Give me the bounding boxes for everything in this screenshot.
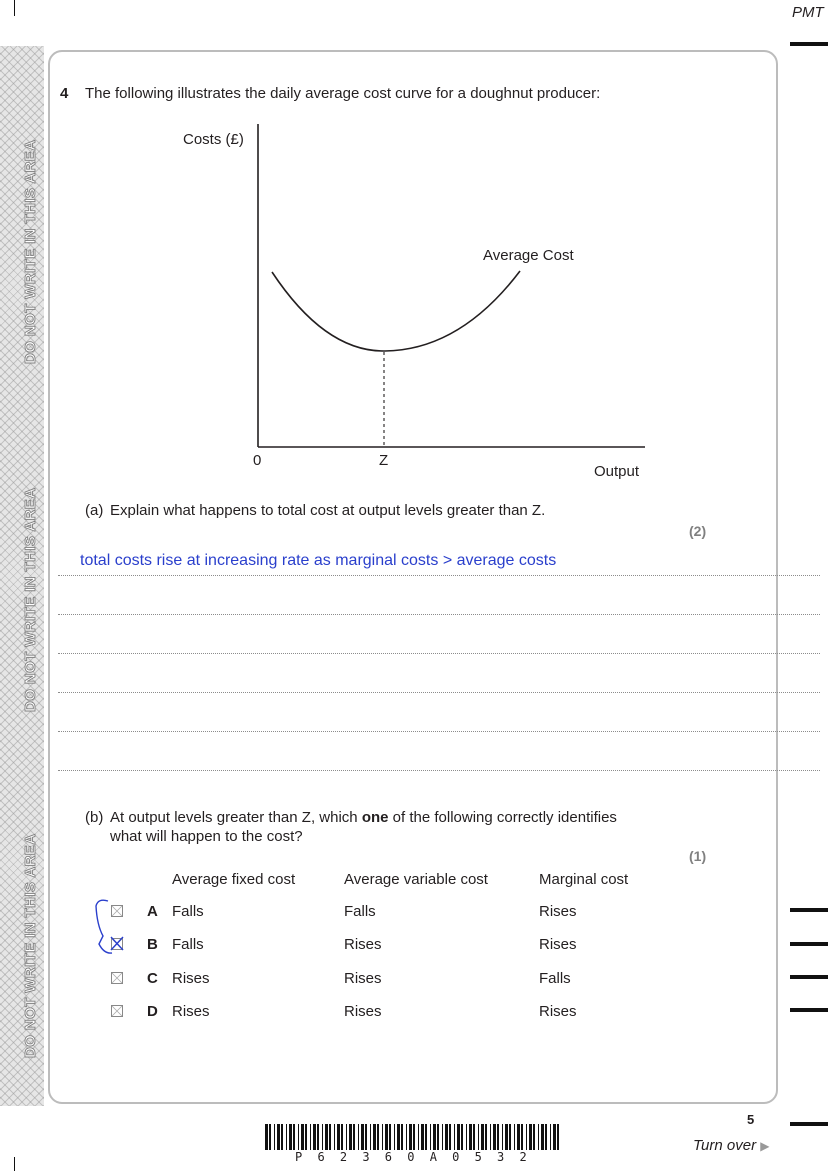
option-afc: Rises — [172, 970, 210, 987]
barcode-bar — [481, 1124, 484, 1150]
barcode-bar — [298, 1124, 299, 1150]
barcode-bar — [521, 1124, 523, 1150]
checkbox-a[interactable] — [111, 905, 123, 917]
barcode-bar — [361, 1124, 364, 1150]
barcode-bar — [317, 1124, 319, 1150]
barcode-bar — [514, 1124, 515, 1150]
margin-strip — [0, 46, 44, 1106]
edge-mark — [790, 1122, 828, 1126]
barcode-bar — [485, 1124, 487, 1150]
barcode — [265, 1124, 565, 1152]
barcode-bar — [461, 1124, 463, 1150]
option-avc: Falls — [344, 903, 376, 920]
barcode-bar — [497, 1124, 499, 1150]
part-b-marks: (1) — [689, 848, 707, 864]
option-letter: C — [147, 970, 158, 987]
barcode-bar — [541, 1124, 544, 1150]
barcode-bar — [281, 1124, 283, 1150]
curve-label: Average Cost — [483, 247, 574, 264]
barcode-bar — [490, 1124, 491, 1150]
barcode-bar — [325, 1124, 328, 1150]
barcode-bar — [401, 1124, 403, 1150]
barcode-bar — [421, 1124, 424, 1150]
barcode-bar — [277, 1124, 280, 1150]
barcode-bar — [469, 1124, 472, 1150]
barcode-bar — [382, 1124, 383, 1150]
option-avc: Rises — [344, 936, 382, 953]
barcode-bar — [370, 1124, 371, 1150]
barcode-bar — [310, 1124, 311, 1150]
barcode-bar — [274, 1124, 275, 1150]
barcode-bar — [293, 1124, 295, 1150]
option-letter: D — [147, 1003, 158, 1020]
option-letter: A — [147, 903, 158, 920]
barcode-bar — [517, 1124, 520, 1150]
part-b-text-line1: At output levels greater than Z, which one of the following correctly identifies — [110, 809, 617, 826]
part-b-text-line2: what will happen to the cost? — [110, 828, 303, 845]
crop-mark — [14, 1157, 15, 1171]
barcode-bar — [433, 1124, 436, 1150]
answer-line — [58, 614, 820, 615]
margin-warning-2: DO NOT WRITE IN THIS AREA — [22, 487, 39, 712]
part-b-label: (b) — [85, 809, 104, 826]
option-mc: Rises — [539, 903, 577, 920]
barcode-bar — [337, 1124, 340, 1150]
x-axis-label: Output — [594, 463, 640, 480]
edge-mark — [790, 1008, 828, 1012]
option-mc: Rises — [539, 1003, 577, 1020]
barcode-bar — [265, 1124, 268, 1150]
barcode-bar — [358, 1124, 359, 1150]
barcode-bar — [409, 1124, 412, 1150]
y-axis-label: Costs (£) — [183, 131, 244, 148]
barcode-bar — [449, 1124, 451, 1150]
answer-line — [58, 770, 820, 771]
barcode-bar — [322, 1124, 323, 1150]
checkbox-d[interactable] — [111, 1005, 123, 1017]
barcode-text: P 6 2 3 6 0 A 0 5 3 2 — [295, 1150, 531, 1164]
barcode-bar — [493, 1124, 496, 1150]
barcode-bar — [394, 1124, 395, 1150]
checkbox-c[interactable] — [111, 972, 123, 984]
barcode-bar — [502, 1124, 503, 1150]
answer-line — [58, 692, 820, 693]
z-tick-label: Z — [379, 452, 389, 469]
barcode-bar — [349, 1124, 352, 1150]
barcode-bar — [289, 1124, 292, 1150]
option-mc: Rises — [539, 936, 577, 953]
question-stem: The following illustrates the daily average cost curve for a doughnut producer: — [85, 85, 601, 102]
barcode-bar — [397, 1124, 400, 1150]
barcode-bar — [509, 1124, 511, 1150]
barcode-bar — [346, 1124, 347, 1150]
header-average-variable-cost: Average variable cost — [344, 871, 488, 888]
barcode-bar — [437, 1124, 439, 1150]
barcode-bar — [454, 1124, 455, 1150]
barcode-bar — [526, 1124, 527, 1150]
margin-warning-3: DO NOT WRITE IN THIS AREA — [22, 833, 39, 1058]
barcode-bar — [538, 1124, 539, 1150]
option-avc: Rises — [344, 1003, 382, 1020]
crop-mark — [14, 0, 15, 16]
option-afc: Falls — [172, 903, 204, 920]
barcode-bar — [550, 1124, 551, 1150]
barcode-bar — [301, 1124, 304, 1150]
part-a-marks: (2) — [689, 523, 707, 539]
margin-warning-1: DO NOT WRITE IN THIS AREA — [22, 139, 39, 364]
barcode-bar — [445, 1124, 448, 1150]
barcode-bar — [413, 1124, 415, 1150]
part-a-label: (a) — [85, 502, 104, 519]
barcode-bar — [341, 1124, 343, 1150]
barcode-bar — [505, 1124, 508, 1150]
option-letter: B — [147, 936, 158, 953]
part-a-text: Explain what happens to total cost at output levels greater than Z. — [110, 502, 546, 519]
barcode-bar — [353, 1124, 355, 1150]
barcode-bar — [466, 1124, 467, 1150]
barcode-bar — [385, 1124, 388, 1150]
question-number: 4 — [60, 85, 69, 102]
origin-label: 0 — [253, 452, 262, 469]
edge-mark — [790, 908, 828, 912]
option-afc: Rises — [172, 1003, 210, 1020]
barcode-bar — [305, 1124, 307, 1150]
corner-label: PMT — [792, 4, 824, 21]
barcode-bar — [406, 1124, 407, 1150]
turn-over-label: Turn over ▶ — [693, 1137, 770, 1154]
barcode-bar — [442, 1124, 443, 1150]
barcode-bar — [313, 1124, 316, 1150]
barcode-bar — [473, 1124, 475, 1150]
barcode-bar — [389, 1124, 391, 1150]
barcode-bar — [425, 1124, 427, 1150]
barcode-bar — [373, 1124, 376, 1150]
barcode-bar — [334, 1124, 335, 1150]
barcode-bar — [478, 1124, 479, 1150]
option-mc: Falls — [539, 970, 571, 987]
header-marginal-cost: Marginal cost — [539, 871, 629, 888]
edge-mark — [790, 942, 828, 946]
barcode-bar — [377, 1124, 379, 1150]
barcode-bar — [545, 1124, 547, 1150]
barcode-bar — [329, 1124, 331, 1150]
checkbox-b[interactable] — [111, 938, 123, 950]
barcode-bar — [269, 1124, 271, 1150]
barcode-bar — [553, 1124, 556, 1150]
barcode-bar — [418, 1124, 419, 1150]
barcode-bar — [286, 1124, 287, 1150]
edge-mark-top — [790, 42, 828, 46]
header-average-fixed-cost: Average fixed cost — [172, 871, 296, 888]
barcode-bar — [430, 1124, 431, 1150]
option-avc: Rises — [344, 970, 382, 987]
option-afc: Falls — [172, 936, 204, 953]
edge-mark — [790, 975, 828, 979]
answer-line — [58, 653, 820, 654]
page-number: 5 — [747, 1112, 755, 1127]
arrow-right-icon: ▶ — [760, 1139, 770, 1153]
answer-line — [58, 731, 820, 732]
barcode-bar — [365, 1124, 367, 1150]
barcode-bar — [533, 1124, 535, 1150]
part-a-answer[interactable]: total costs rise at increasing rate as marginal costs > average costs — [80, 552, 557, 569]
barcode-bar — [557, 1124, 559, 1150]
barcode-bar — [529, 1124, 532, 1150]
answer-line — [58, 575, 820, 576]
barcode-bar — [457, 1124, 460, 1150]
